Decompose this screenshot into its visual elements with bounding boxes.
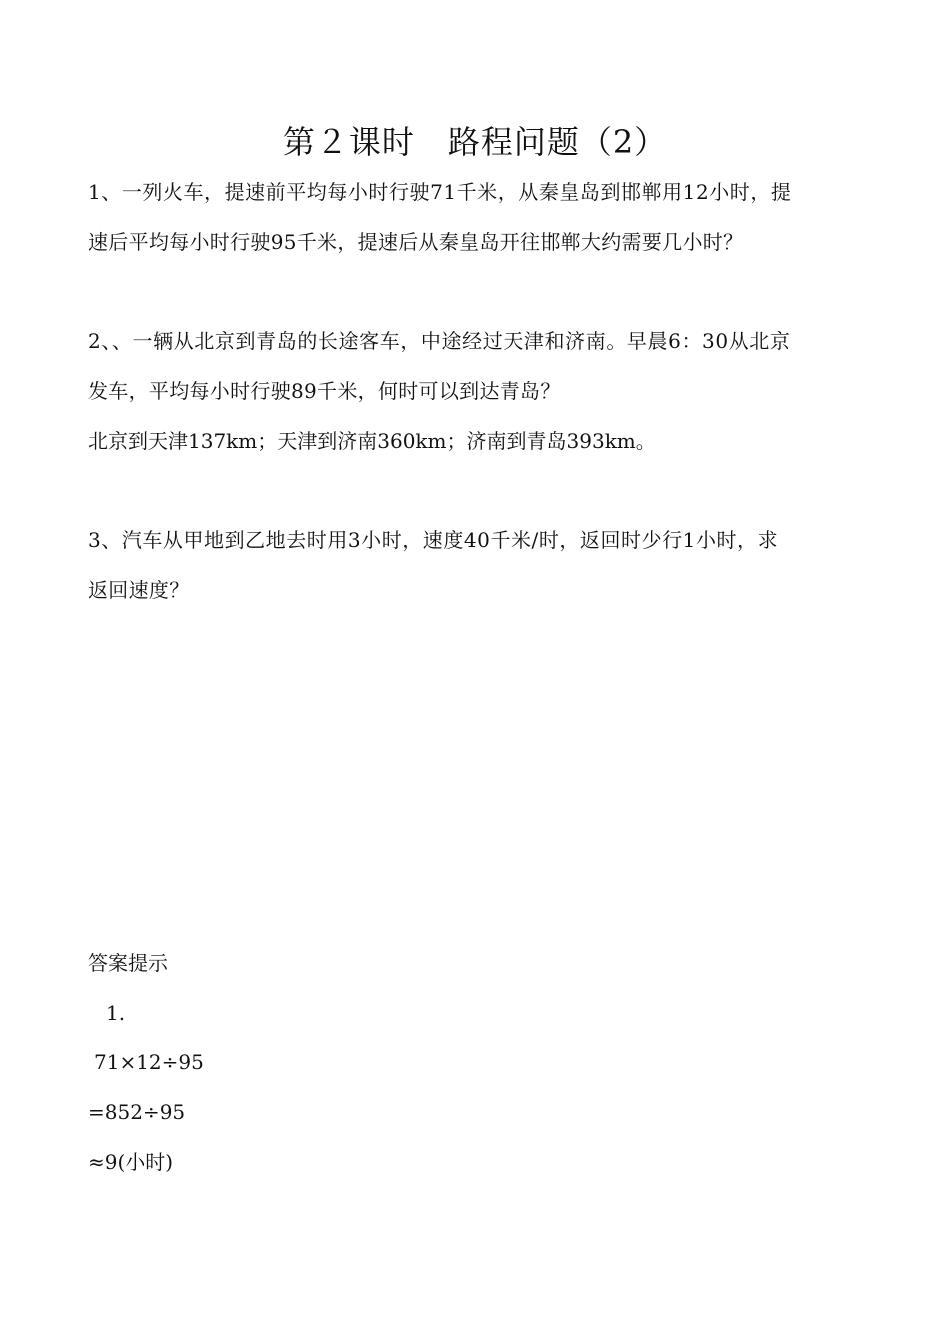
answer-result: ≈9(小时) xyxy=(88,1150,174,1174)
question-2-line-1: 2、、一辆从北京到青岛的长途客车，中途经过天津和济南。早晨6：30从北京 xyxy=(88,329,791,353)
answer-step-1: 71×12÷95 xyxy=(94,1050,204,1074)
question-3-line-2: 返回速度？ xyxy=(88,578,190,602)
answer-step-2: =852÷95 xyxy=(88,1100,186,1124)
question-1-line-2: 速后平均每小时行驶95千米，提速后从秦皇岛开往邯郸大约需要几小时？ xyxy=(88,230,744,254)
question-1-line-1: 1、一列火车，提速前平均每小时行驶71千米，从秦皇岛到邯郸用12小时，提 xyxy=(88,180,792,204)
question-2-line-2: 发车，平均每小时行驶89千米，何时可以到达青岛？ xyxy=(88,379,561,403)
answer-heading: 答案提示 xyxy=(88,951,168,975)
question-3-line-1: 3、汽车从甲地到乙地去时用3小时，速度40千米/时，返回时少行1小时，求 xyxy=(88,528,779,552)
question-2-distances: 北京到天津137km；天津到济南360km；济南到青岛393km。 xyxy=(88,429,656,453)
page-title: 第２课时 路程问题（2） xyxy=(282,123,668,161)
answer-number: 1. xyxy=(106,1001,126,1025)
